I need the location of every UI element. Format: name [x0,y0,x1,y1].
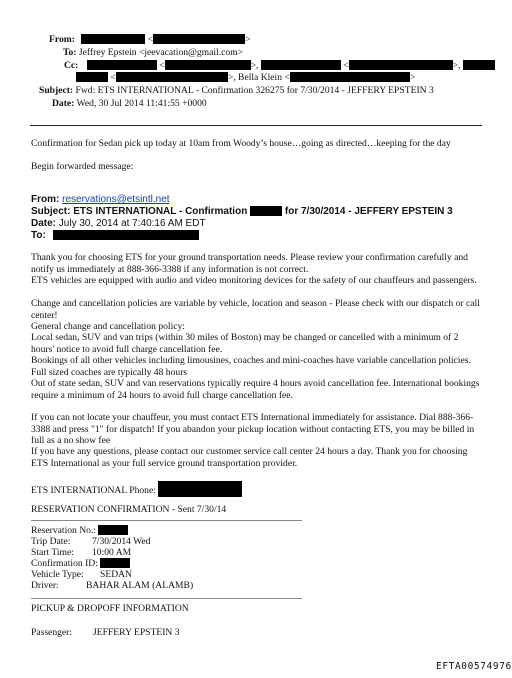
redaction-block [76,72,108,82]
redaction-block [290,72,410,82]
paragraph-local-trips: Local sedan, SUV and van trips (within 30 miles of Boston) may be changed or cancelled with a minimum of 2 hours' notice to avoid full charge cancellation fee. [31,332,459,355]
cc-row-2: < >, Bella Klein < > [76,72,415,83]
paragraph-other-vehicles: Bookings of all other vehicles including limousines, coaches and mini-coaches have variable cancellation policies. Full sized coaches are typically 48 hours [31,355,471,378]
fwd-from-email-link[interactable]: reservations@etsintl.net [62,194,170,205]
to-label: To: [63,47,77,58]
paragraph-locate-chauffeur: If you can not locate your chauffeur, you must contact ETS International immediately for assistance. Dial 888-366-3388 and press "1" for dispatch! If you abandon your pickup location without contacting ETS, you may be billed in full as a no show fee [31,412,475,447]
redaction-block [81,34,145,44]
trip-date-label: Trip Date: [31,536,71,547]
trip-date-row [31,536,150,547]
paragraph-policy-variable: Change and cancellation policies are variable by vehicle, location and season - Please check with our dispatch or call center! [31,298,480,321]
reservation-no-row [31,525,128,536]
pickup-divider [31,598,302,599]
forward-line: Begin forwarded message: [31,161,134,172]
pickup-heading: PICKUP & DROPOFF INFORMATION [31,603,189,614]
redaction-block [116,72,228,82]
paragraph-monitoring: ETS vehicles are equipped with audio and video monitoring devices for the safety of our chauffeurs and passengers. [31,275,477,286]
paragraph-thanks: Thank you for choosing ETS for your ground transportation needs. Please review your confirmation carefully and notify us immediately at 888-366-3388 if any information is not correct. [31,252,468,275]
paragraph-out-of-state: Out of state sedan, SUV and van reservations typically require 4 hours avoid cancellation fee. International bookings require a minimum of 24 hours to avoid full charge cancellation fee. [31,378,480,401]
vehicle-type-row [31,569,132,580]
reservation-no-label: Reservation No.: [31,525,97,536]
paragraph-questions: If you have any questions, please contact our customer service call center 24 hours a day. Thank you for choosing ETS International as your full service ground transportation provider. [31,446,468,469]
angle-open: < [147,34,154,45]
fwd-date-label: Date: [31,218,57,229]
from-row [49,34,251,45]
date-value: Wed, 30 Jul 2014 11:41:55 +0000 [76,98,207,109]
subject-label: Subject: [39,85,74,96]
passenger-label: Passenger: [31,627,73,638]
redaction-block [153,34,245,44]
subject-row [39,85,434,96]
header-divider [30,125,482,126]
from-label: From: [49,34,75,45]
redaction-block [463,60,495,70]
confirmation-id-row [31,558,130,569]
fwd-date-value: July 30, 2014 at 7:40:16 AM EDT [58,218,206,229]
driver-label: Driver: [31,580,59,591]
angle-close: > [245,34,251,45]
to-value: Jeffrey Epstein <jeevacation@gmail.com> [78,47,244,58]
redaction-block [165,60,251,70]
fwd-date-row [31,218,206,229]
date-label: Date: [52,98,75,109]
start-time-value: 10:00 AM [92,547,132,558]
reservation-divider [31,520,302,521]
passenger-value: JEFFERY EPSTEIN 3 [93,627,180,638]
fwd-subject-post: for 7/30/2014 - JEFFERY EPSTEIN 3 [284,206,453,217]
fwd-to-label: To: [31,230,46,241]
reservation-heading: RESERVATION CONFIRMATION - Sent 7/30/14 [31,504,227,515]
fwd-from-row [31,194,170,205]
vehicle-type-label: Vehicle Type: [31,569,84,580]
passenger-row [31,627,180,638]
body-intro: Confirmation for Sedan pick up today at 10am from Woody’s house…going as directed…keeping for the day [31,138,451,149]
cc-label: Cc: [64,60,79,71]
footer-document-id: EFTA00574976 [436,661,512,672]
redaction-block [261,60,341,70]
subject-value: Fwd: ETS INTERNATIONAL - Confirmation 326275 for 7/30/2014 - JEFFERY EPSTEIN 3 [75,85,434,96]
fwd-subject-label: Subject: [31,206,71,217]
trip-date-value: 7/30/2014 Wed [92,536,151,547]
cc-tail: , Bella Klein < [233,72,290,83]
driver-value: BAHAR ALAM (ALAMB) [86,580,194,591]
fwd-to-row [31,230,199,241]
redaction-block [250,206,282,216]
cc-row: Cc: < >, < >, [64,60,495,71]
company-line: ETS INTERNATIONAL Phone: [31,485,156,496]
fwd-subject-row [31,206,453,217]
redaction-block [349,60,453,70]
redaction-block [158,481,242,497]
driver-row [31,580,193,591]
paragraph-policy-heading: General change and cancellation policy: [31,321,185,332]
start-time-label: Start Time: [31,547,74,558]
redaction-block [53,230,199,240]
start-time-row [31,547,131,558]
redaction-block [87,60,157,70]
company-phone-row [31,481,242,497]
date-row [52,98,207,109]
confirmation-id-label: Confirmation ID: [31,558,98,569]
redaction-block [98,525,128,535]
vehicle-type-value: SEDAN [100,569,132,580]
redaction-block [100,558,130,568]
fwd-from-label: From: [31,194,60,205]
fwd-subject-pre: ETS INTERNATIONAL - Confirmation [73,206,248,217]
to-row [63,47,243,58]
